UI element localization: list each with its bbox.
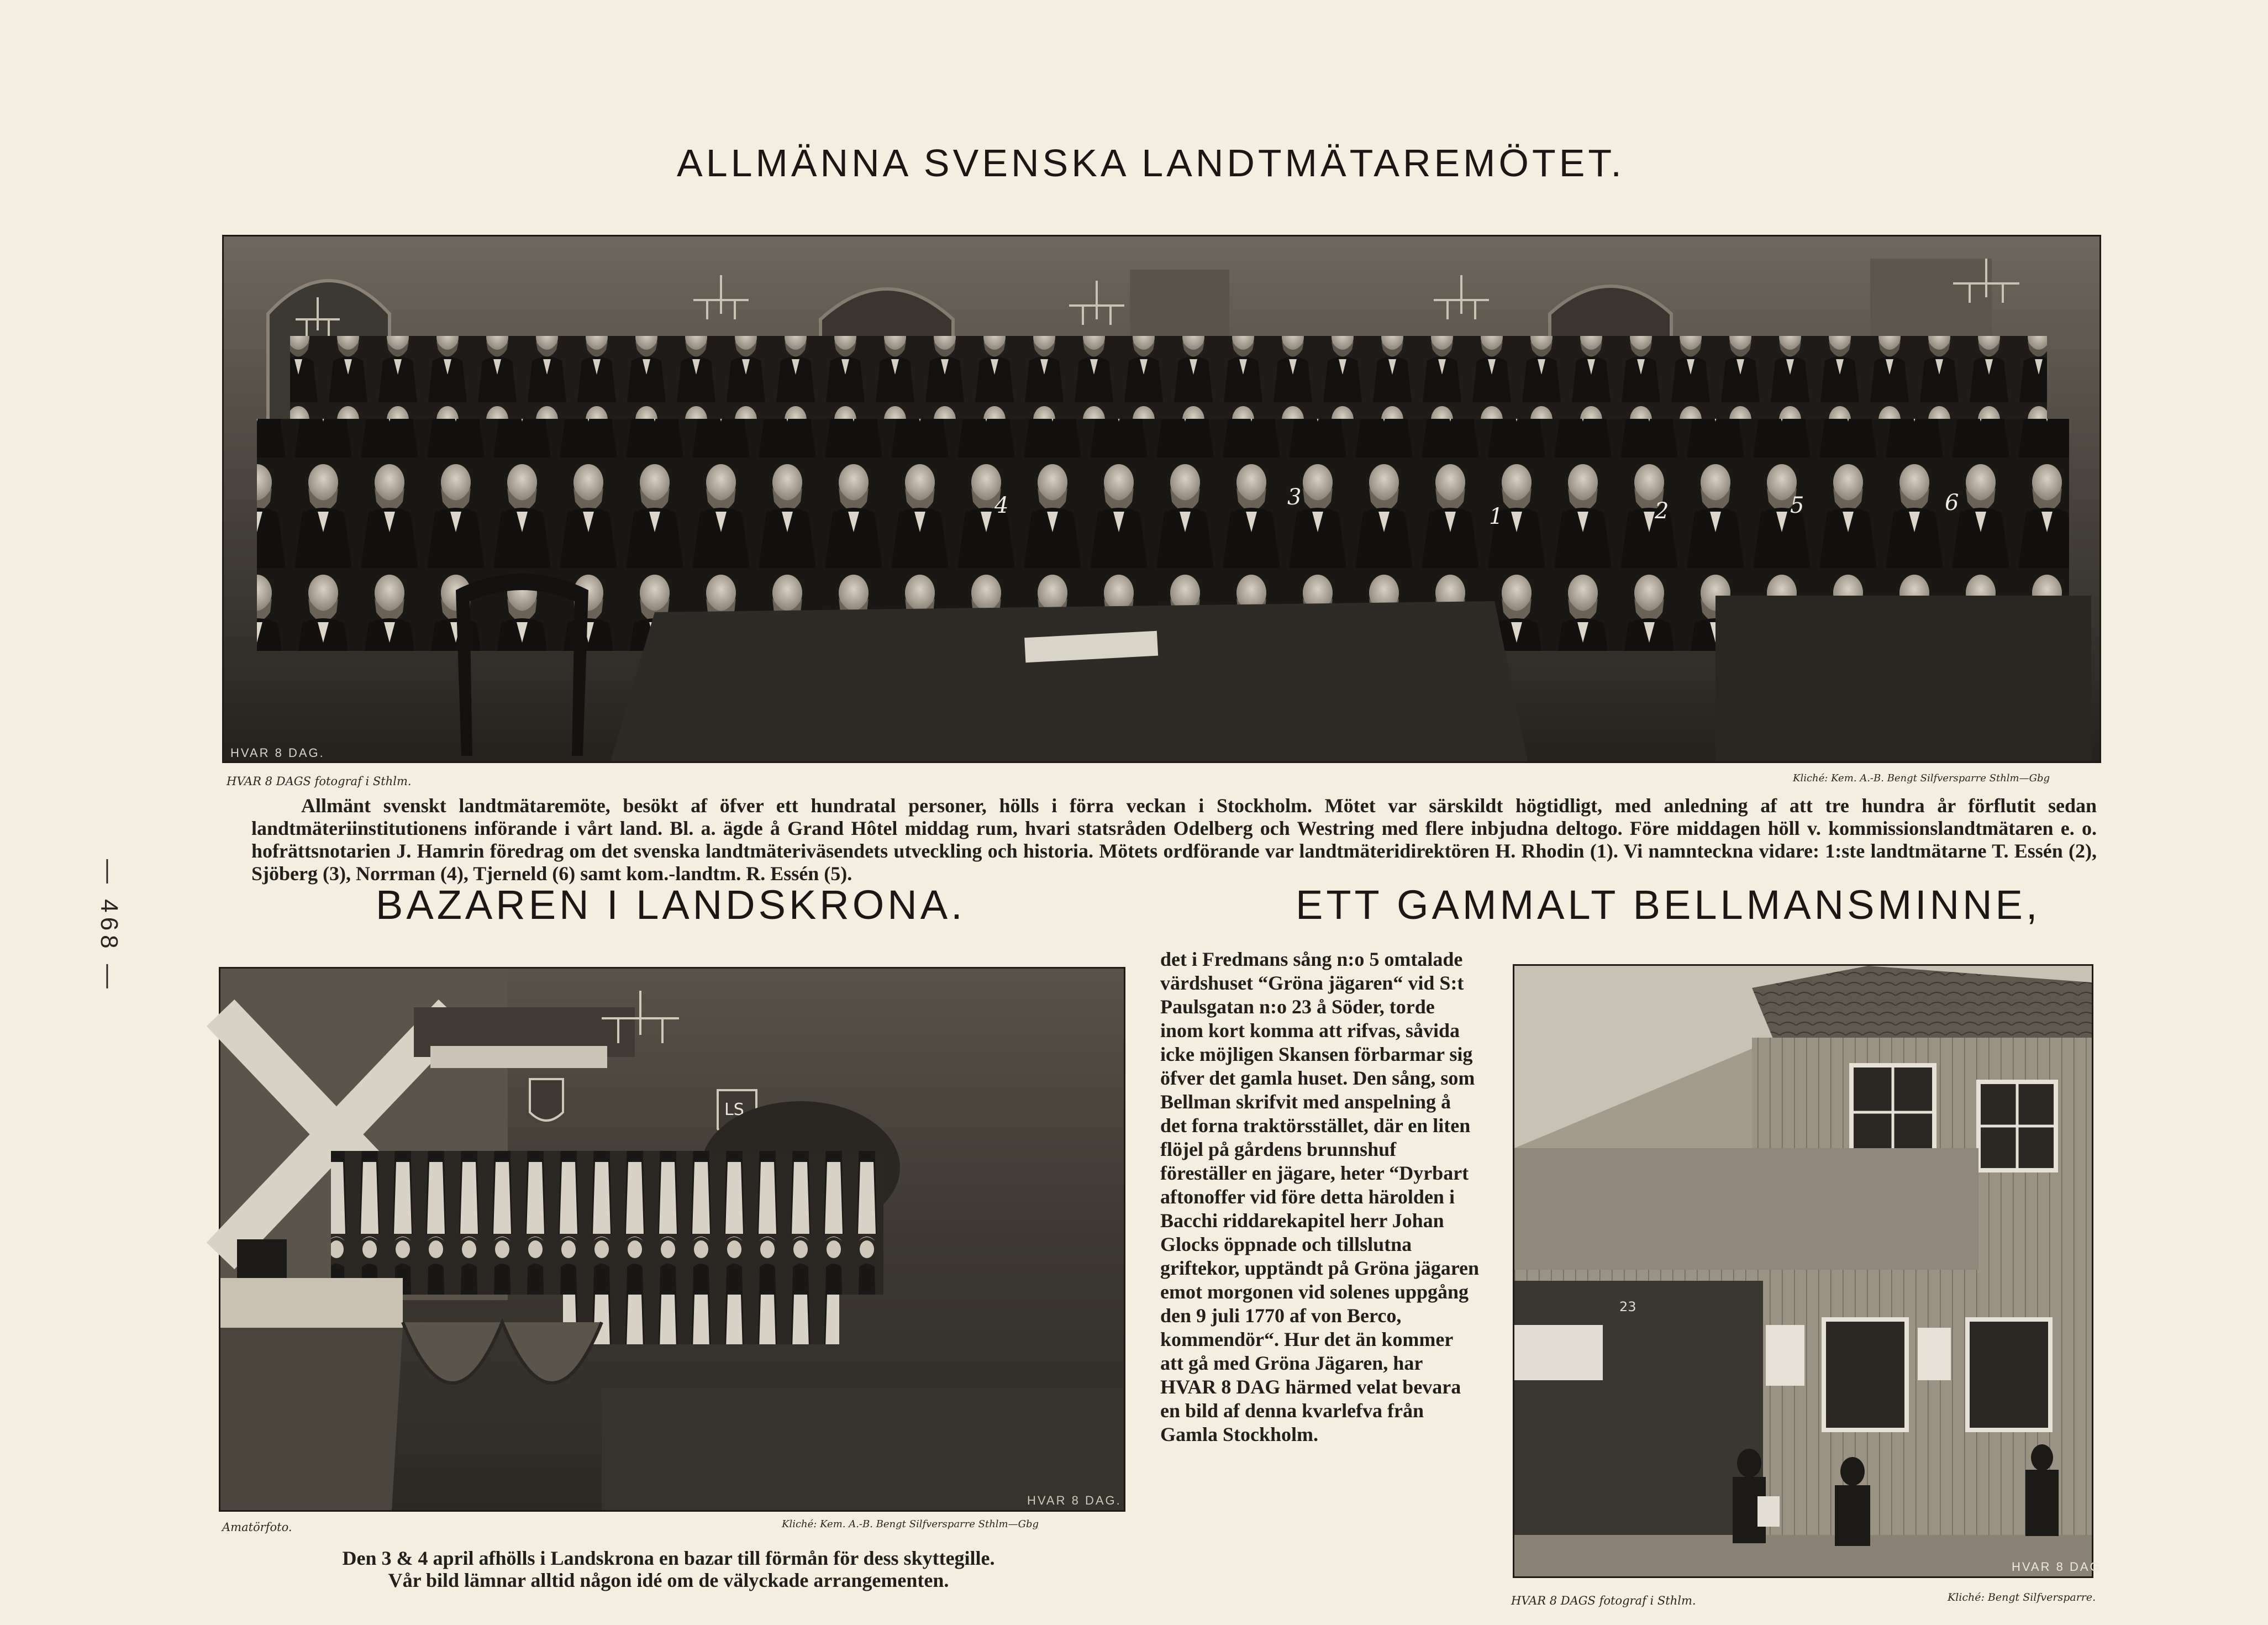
house-photo-grona-jagaren (1513, 964, 2106, 1578)
label-number-2: 2 (1655, 498, 1669, 524)
bazar-sign-ls: LS (724, 1100, 744, 1119)
label-number-4: 4 (994, 493, 1009, 518)
group-photo-illustration (224, 236, 2099, 761)
bazar-article-caption (213, 1547, 1124, 1591)
main-article-title: ALLMÄNNA SVENSKA LANDTMÄTAREMÖTET. (677, 141, 1625, 185)
main-cliche-credit: Kliché: Kem. A.-B. Bengt Silfversparre Sthlm—Gbg (1793, 772, 2050, 784)
bazar-cliche-credit: Kliché: Kem. A.-B. Bengt Silfversparre Sthlm—Gbg (782, 1518, 1039, 1530)
main-caption-text: Allmänt svenskt landtmätaremöte, besökt af öfver ett hundratal personer, hölls i förra veckan i Stockholm. Mötet var särskildt högtidligt, med anledning af att tre hundra år förflutit sedan landtmäteriinstitutionens införande i vårt land. Bl. a. ägde å Grand Hôtel middag rum, hvari statsråden Odelberg och Westring med flere inbjudna deltogo. Före middagen höll v. kommissionslandtmätaren e. o. hofrättsnotarien J. Hamrin föredrag om det svenska landtmäteriväsendets utveckling och historia. Mötets ordförande var landtmäteridirektören H. Rhodin (1). Vi namnteckna vidare: 1:ste landtmätarne T. Essén (2), Sjöberg (3), Norrman (4), Tjerneld (6) samt kom.-landtm. R. Essén (5). (251, 795, 2097, 885)
bazar-article-title: BAZAREN I LANDSKRONA. (376, 882, 966, 928)
label-number-5: 5 (1790, 493, 1804, 518)
bellman-article-body: det i Fredmans sång n:o 5 omtalade värdshuset “Gröna jägaren“ vid S:t Paulsgatan n:o 23 å Söder, torde inom kort komma att rifvas, såvida icke möjligen Skansen förbarmar sig öfver det gamla huset. Den sång, som Bellman skrifvit med anspelning å det forna traktörsstället, där en liten flöjel på gårdens brunnshuf föreställer en jägare, heter “Dyrbart aftonoffer vid före detta härolden i Bacchi riddarekapitel herr Johan Glocks öppnade och tillslutna griftekor, upptändt på Gröna jägaren emot morgonen vid solenes uppgång den 9 juli 1770 af von Berco, kommendör“. Hur det än kommer att gå med Gröna Jägaren, har HVAR 8 DAG härmed velat bevara en bild af denna kvarlefva från Gamla Stockholm. (1160, 948, 1480, 1445)
house-photo-watermark: HVAR 8 DAG. (2012, 1560, 2106, 1574)
bazar-photo-illustration (220, 969, 1124, 1510)
bazar-photo (219, 967, 1125, 1512)
house-photo-credit: HVAR 8 DAGS fotograf i Sthlm. (1511, 1594, 1696, 1607)
bazar-photo-watermark: HVAR 8 DAG. (1027, 1493, 1122, 1507)
main-photo-credit: HVAR 8 DAGS fotograf i Sthlm. (227, 775, 412, 788)
label-number-6: 6 (1945, 490, 1959, 516)
label-number-3: 3 (1287, 485, 1302, 510)
bellman-article-column (1160, 948, 1481, 1447)
bellman-article-title: ETT GAMMALT BELLMANSMINNE, (1296, 882, 2041, 928)
bazar-photo-credit: Amatörfoto. (222, 1521, 292, 1534)
house-photo-illustration (1514, 966, 2092, 1576)
bazar-caption-line-2: Vår bild lämnar alltid någon idé om de välyckade arrangementen. (388, 1569, 949, 1591)
bazar-caption-line-1: Den 3 & 4 april afhölls i Landskrona en bazar till förmån för dess skyttegille. (342, 1547, 995, 1569)
page-number: — 468 — (96, 859, 123, 993)
house-number-23: 23 (1619, 1299, 1636, 1314)
house-cliche-credit: Kliché: Bengt Silfversparre. (1948, 1591, 2096, 1603)
group-photo-watermark: HVAR 8 DAG. (230, 746, 325, 760)
group-photo-surveyors (222, 235, 2101, 763)
main-article-caption (251, 795, 2097, 885)
label-number-1: 1 (1489, 504, 1503, 529)
